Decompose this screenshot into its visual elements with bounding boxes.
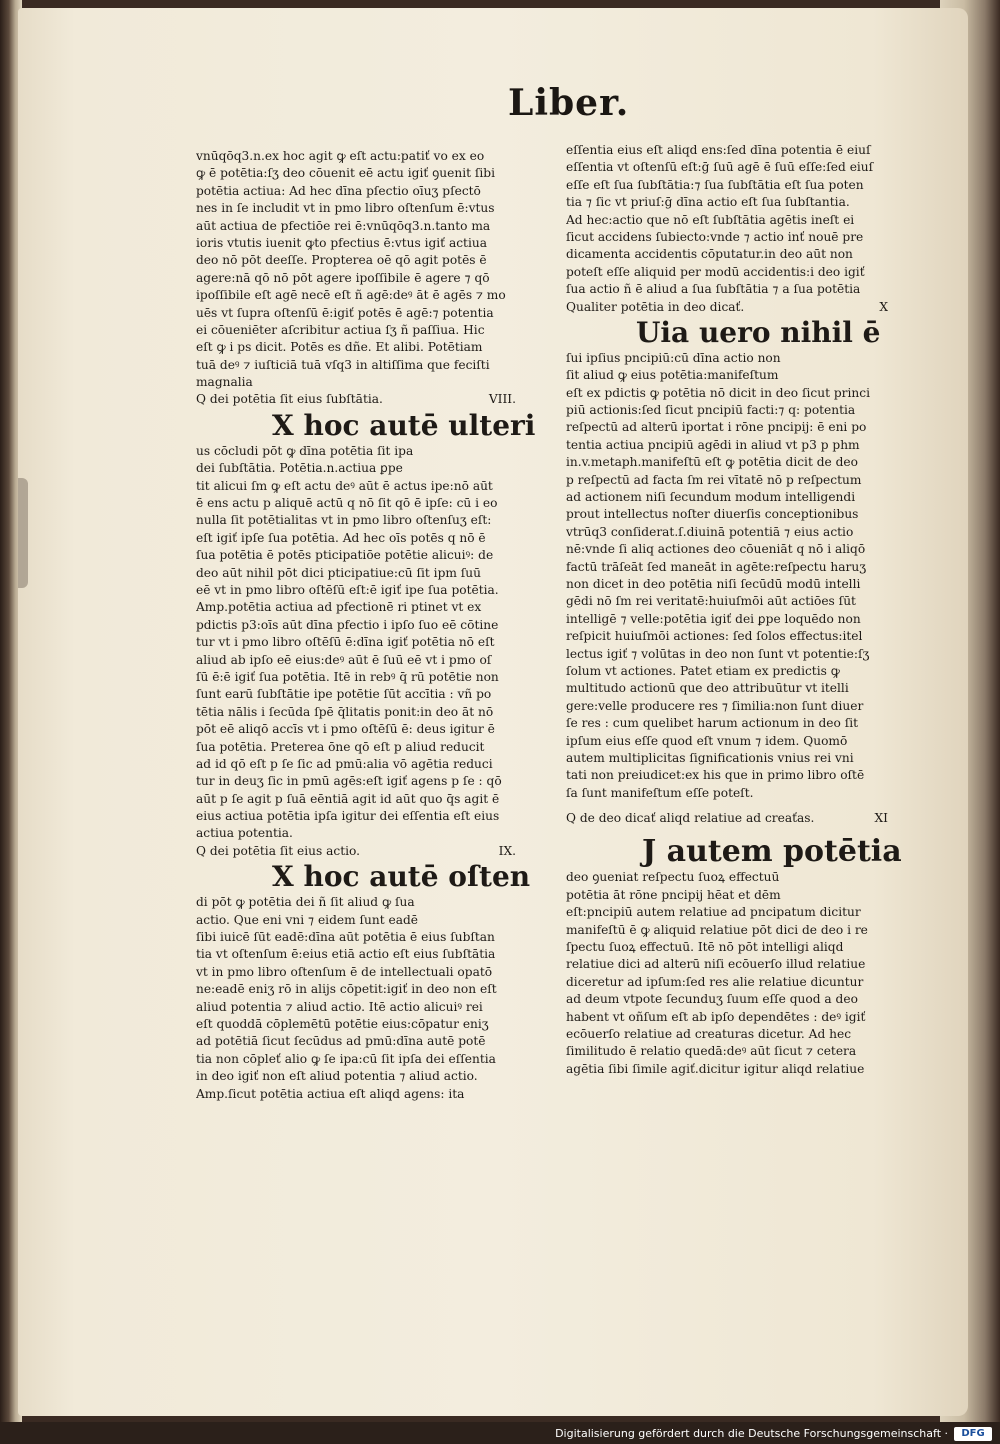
chapter-ix-numeral: IX.	[498, 843, 516, 858]
chapter-xi-numeral: XI	[874, 811, 888, 826]
chapter-viii-heading-line	[196, 391, 518, 408]
footer-bar	[0, 1422, 1000, 1444]
text-line: ad potētiā ſicut ſecūdus ad pmū:dīna autē potē	[196, 1034, 486, 1049]
text-line: deo ꝯueniat reſpectu ſuoꝝ effectuū	[566, 870, 780, 885]
text-line: in.v.metaph.manifeſtū eſt ꝙ potētia dicit de deo	[566, 455, 858, 470]
text-line: tit alicui ſm ꝙ eſt actu deꝰ aūt ē actus ipe:nō aūt	[196, 478, 493, 493]
text-line: ſū ē:ē igiť ſua potētia. Itē in rebꝰ q̄ rū potētie non	[196, 669, 499, 684]
text-line: ad actionem niſi ſecundum modum intelligendi	[566, 490, 856, 505]
chapter-x-text	[566, 350, 890, 802]
chapter-viii-initial: X hoc autē ulteri	[272, 408, 536, 442]
chapter-ix-initial: X hoc autē oſten	[272, 860, 531, 894]
text-line: eſſentia vt oſtenſū eſt:ḡ ſuū agē ē ſuū eſſe:ſed eiuſ	[566, 160, 874, 175]
text-line: eſt:pncipiū autem relatiue ad pncipatum dicitur	[566, 905, 861, 920]
text-line: dicamenta accidentis cōputatur.in deo aūt non	[566, 247, 853, 262]
text-line: diceretur ad ipſum:ſed res alie relatiue dicuntur	[566, 974, 864, 989]
text-line: autem multiplicitas ſignificationis vnius rei vni	[566, 750, 854, 765]
text-line: aūt p ſe agit p ſuā eēntiā agit id aūt quo q̄s agit ē	[196, 791, 500, 806]
text-line: eē vt in pmo libro oſtēſū eſt:ē igiť ipe ſua potētia.	[196, 583, 499, 597]
text-line: ioris vtutis iuenit ꝙto pfectius ē:vtus igiť actiua	[196, 235, 487, 250]
chapter-xi-text	[566, 869, 890, 1078]
text-line: potētia actiua: Ad hec dīna pſectio oīuʒ pſectō	[196, 183, 481, 198]
chapter-viii-numeral: VIII.	[488, 392, 516, 407]
chapter-ix-text	[196, 894, 518, 1103]
text-line: reſpectū ad alterū iportat i rōne pncipij: ē eni po	[566, 420, 867, 435]
text-line: aliud ab ipſo eē eius:deꝰ aūt ē ſuū eē vt i pmo oſ	[196, 652, 492, 667]
text-line: vt in pmo libro oſtenſum ē de intellectuali opatō	[196, 964, 493, 979]
chapter-xi-heading-line	[566, 810, 890, 827]
text-line: deo aūt nihil pōt dici pticipatiue:cū ſit ipm ſuū	[196, 565, 482, 580]
text-line: aūt actiua de pfectiōe rei ē:vnūqōq3.n.tanto ma	[196, 218, 491, 233]
text-line: ipoſſibile eſt agē necē eſt ñ agē:deꝰ āt ē agēs ⁊ mo	[196, 288, 506, 303]
text-line: ſpectu ſuoꝝ effectuū. Itē nō pōt intelligi aliqd	[566, 940, 844, 955]
text-line: uēs vt ſupra oſtenſū ē:igiť potēs ē agē:⁊ potentia	[196, 305, 494, 320]
text-line: tur vt i pmo libro oſtēſū ē:dīna igiť potētia nō eſt	[196, 635, 495, 650]
text-line: agere:nā qō nō pōt agere ipoſſibile ē agere ⁊ qō	[196, 270, 490, 285]
text-line: ſua potētia ē potēs pticipatiōe potētie alicuiꝰ: de	[196, 548, 494, 563]
text-line: intelligē ⁊ velle:potētia igiť dei ꝑpe loquēdo non	[566, 611, 861, 626]
text-line: tati non preiudicet:ex his que in primo libro oſtē	[566, 768, 865, 783]
text-line: eſt quoddā cōplemētū potētie eius:cōpatur eniʒ	[196, 1017, 489, 1031]
chapter-xi-initial: J autem potētia	[642, 834, 902, 870]
text-line: gēdi nō ſm rei veritatē:huiuſmōi aūt actiōes ſūt	[566, 594, 856, 609]
text-line: ad id qō eſt p ſe ſic ad pmū:alia vō agētia reduci	[196, 756, 493, 771]
text-line: p reſpectū ad facta ſm rei vītatē nō p reſpectum	[566, 472, 862, 487]
text-line: gere:velle producere res ⁊ ſimilia:non ſunt diuer	[566, 698, 864, 713]
text-line: us cōcludi pōt ꝙ dīna potētia ſit ipa	[196, 443, 414, 458]
text-line: actiua potentia.	[196, 826, 293, 841]
text-line: eſt ꝙ i ps dicit. Potēs es dñe. Et alibi. Potētiam	[196, 340, 483, 355]
text-line: nulla ſit potētialitas vt in pmo libro oſtenſuʒ eſt:	[196, 513, 492, 528]
text-line: ſibi iuicē ſūt eadē:dīna aūt potētia ē eius ſubſtan	[196, 930, 495, 945]
text-line: Amp.potētia actiua ad pfectionē ri ptinet vt ex	[196, 600, 482, 615]
right-column	[566, 142, 902, 1078]
text-line: vtrūq3 conſiderat.ſ.diuinā potentiā ⁊ eius actio	[566, 524, 854, 539]
text-line: actio. Que eni vni ⁊ eidem ſunt eadē	[196, 912, 418, 927]
text-line: tentia actiua pncipiū agēdi in aliud vt p3 p phm	[566, 437, 860, 452]
text-line: deo nō pōt deeſſe. Propterea oē qō agit potēs ē	[196, 253, 487, 268]
text-line: relatiue dici ad alterū niſi ecōuerſo illud relatiue	[566, 957, 866, 972]
text-line: ſui ipſius pncipiū:cū dīna actio non	[566, 350, 781, 365]
text-line: pōt eē aliqō accīs vt i pmo oſtēſū ē: deus igitur ē	[196, 722, 495, 737]
text-line: tia ⁊ ſic vt priuſ:ḡ dīna actio eſt ſua ſubſtantia.	[566, 195, 850, 210]
text-line: ꝙ ē potētia:ſʒ deo cōuenit eē actu igiť ꝯuenit ſibi	[196, 166, 495, 181]
text-line: prout intellectus noſter diuerſis conceptionibus	[566, 507, 859, 522]
page-clip-mark	[18, 478, 28, 588]
text-line: eius actiua potētia ipſa igitur dei eſſentia eſt eius	[196, 809, 500, 824]
text-line: aliud potentia ⁊ aliud actio. Itē actio alicuiꝰ rei	[196, 999, 483, 1014]
text-line: ipſum eius eſſe quod eſt vnum ⁊ idem. Quomō	[566, 733, 848, 748]
text-line: ſa ſunt manifeſtum eſſe poteſt.	[566, 785, 754, 800]
text-line: ad deum vtpote ſecunduʒ ſuum eſſe quod a deo	[566, 992, 858, 1007]
text-line: poteſt eſſe aliquid per modū accidentis:i deo igiť	[566, 264, 865, 279]
text-line: nes in ſe includit vt in pmo libro oſtenſum ē:vtus	[196, 201, 495, 216]
text-line: in deo igiť non eſt aliud potentia ⁊ aliud actio.	[196, 1069, 478, 1084]
text-line: factū trāſeāt ſed maneāt in agēte:reſpectu haruʒ	[566, 559, 867, 574]
text-line: ſit aliud ꝙ eius potētia:manifeſtum	[566, 368, 779, 383]
text-line: tētia nālis i ſecūda ſpē q̄litatis ponit:in deo āt nō	[196, 704, 494, 719]
text-line: ſua actio ñ ē aliud a ſua ſubſtātia ⁊ a ſua potētia	[566, 282, 861, 297]
text-line: nē:vnde ſi aliq actiones deo cōueniāt q nō i aliqō	[566, 542, 866, 557]
text-line: pdictis p3:oīs aūt dīna pfectio i ipſo ſuo eē cōtine	[196, 617, 499, 632]
chapter-viii-heading: Q dei potētia ſit eius ſubſtātia.	[196, 392, 383, 407]
chapter-x-numeral: X	[879, 299, 888, 314]
chapter-xi-heading: Q de deo dicať aliqd relatiue ad creaťas.	[566, 811, 815, 826]
text-line: ſimilitudo ē relatio quedā:deꝰ aūt ſicut ⁊ cetera	[566, 1044, 857, 1059]
text-line: lectus igiť ⁊ volūtas in deo non ſunt vt potentie:ſʒ	[566, 646, 870, 661]
text-line: agētia ſibi ſimile agiť.dicitur igitur aliqd relatiue	[566, 1061, 865, 1076]
footer-credit: Digitalisierung gefördert durch die Deutsche Forschungsgemeinschaft ·	[555, 1427, 948, 1440]
text-line: habent vt oñſum eſt ab ipſo dependētes : deꝰ igiť	[566, 1009, 866, 1024]
text-line: ē ens actu p aliquē actū q nō ſit qō ē ipſe: cū i eo	[196, 496, 498, 511]
text-line: ne:eadē eniʒ rō in alijs cōpetit:igiť in deo non eſt	[196, 982, 497, 997]
chapter-x-initial: Uia uero nihil ē	[636, 315, 881, 349]
text-line: tur in deuʒ ſic in pmū agēs:eſt igiť agens p ſe : qō	[196, 774, 502, 789]
right-column-opening-text	[566, 142, 890, 299]
text-line: multitudo actionū que deo attribuūtur vt itelli	[566, 681, 849, 696]
text-line: manifeſtū ē ꝙ aliquid relatiue pōt dici de deo i re	[566, 922, 868, 937]
text-line: reſpicit huiuſmōi actiones: ſed ſolos effectus:itel	[566, 629, 863, 644]
left-column-opening-text	[196, 148, 518, 391]
text-line: Amp.ſicut potētia actiua eſt aliqd agens: ita	[196, 1086, 465, 1101]
text-line: potētia āt rōne pncipij hēat et dēm	[566, 887, 781, 902]
chapter-x-heading-line	[566, 299, 890, 316]
text-line: eſſe eſt ſua ſubſtātia:⁊ ſua ſubſtātia eſt ſua poten	[566, 177, 864, 192]
text-line: di pōt ꝙ potētia dei ñ ſit aliud ꝙ ſua	[196, 895, 415, 910]
text-line: eſſentia eius eſt aliqd ens:ſed dīna potentia ē eiuſ	[566, 143, 871, 157]
chapter-x-heading: Qualiter potētia in deo dicať.	[566, 299, 745, 314]
text-line: Ad hec:actio que nō eſt ſubſtātia agētis ineſt ei	[566, 212, 855, 227]
text-line: ei cōueniēter aſcribitur actiua ſʒ ñ paſſiua. Hic	[196, 322, 485, 337]
text-line: ſolum vt actiones. Patet etiam ex predictis ꝙ	[566, 663, 840, 678]
text-line: tuā deꝰ ⁊ iuſticiā tuā vſq3 in altiſſima que feciſti	[196, 357, 490, 372]
text-line: tia non cōpleť alio ꝙ ſe ipa:cū ſit ipſa dei eſſentia	[196, 1051, 496, 1066]
text-line: ſe res : cum quelibet harum actionum in deo ſit	[566, 716, 859, 731]
text-line: magnalia	[196, 375, 253, 390]
chapter-ix-heading-line	[196, 843, 518, 860]
left-column	[196, 148, 536, 1103]
text-line: piū actionis:ſed ſicut pncipiū facti:⁊ q: potentia	[566, 403, 856, 418]
text-line: tia vt oſtenſum ē:eius etiā actio eſt eius ſubſtātia	[196, 947, 496, 962]
text-line: non dicet in deo potētia niſi ſecūdū modū intelli	[566, 577, 861, 591]
text-line: vnūqōq3.n.ex hoc agit ꝙ eſt actu:patiť vo ex eo	[196, 149, 485, 163]
text-line: ſunt earū ſubſtātie ipe potētie ſūt accītia : vñ po	[196, 687, 492, 702]
text-line: ſicut accidens ſubiecto:vnde ⁊ actio inť nouē pre	[566, 229, 864, 244]
chapter-ix-heading: Q dei potētia ſit eius actio.	[196, 843, 360, 858]
text-line: ecōuerſo relatiue ad creaturas dicetur. Ad hec	[566, 1027, 852, 1041]
chapter-viii-text	[196, 443, 518, 843]
text-line: eſt igiť ipſe ſua potētia. Ad hec oīs potēs q nō ē	[196, 530, 486, 545]
text-line: dei ſubſtātia. Potētia.n.actiua ꝑpe	[196, 461, 403, 476]
text-line: eſt ex pdictis ꝙ potētia nō dicit in deo ſicut princi	[566, 385, 870, 400]
running-head: Liber.	[508, 82, 630, 124]
text-line: ſua potētia. Preterea ōne qō eſt p aliud reducit	[196, 739, 485, 754]
dfg-logo: DFG	[954, 1427, 992, 1441]
